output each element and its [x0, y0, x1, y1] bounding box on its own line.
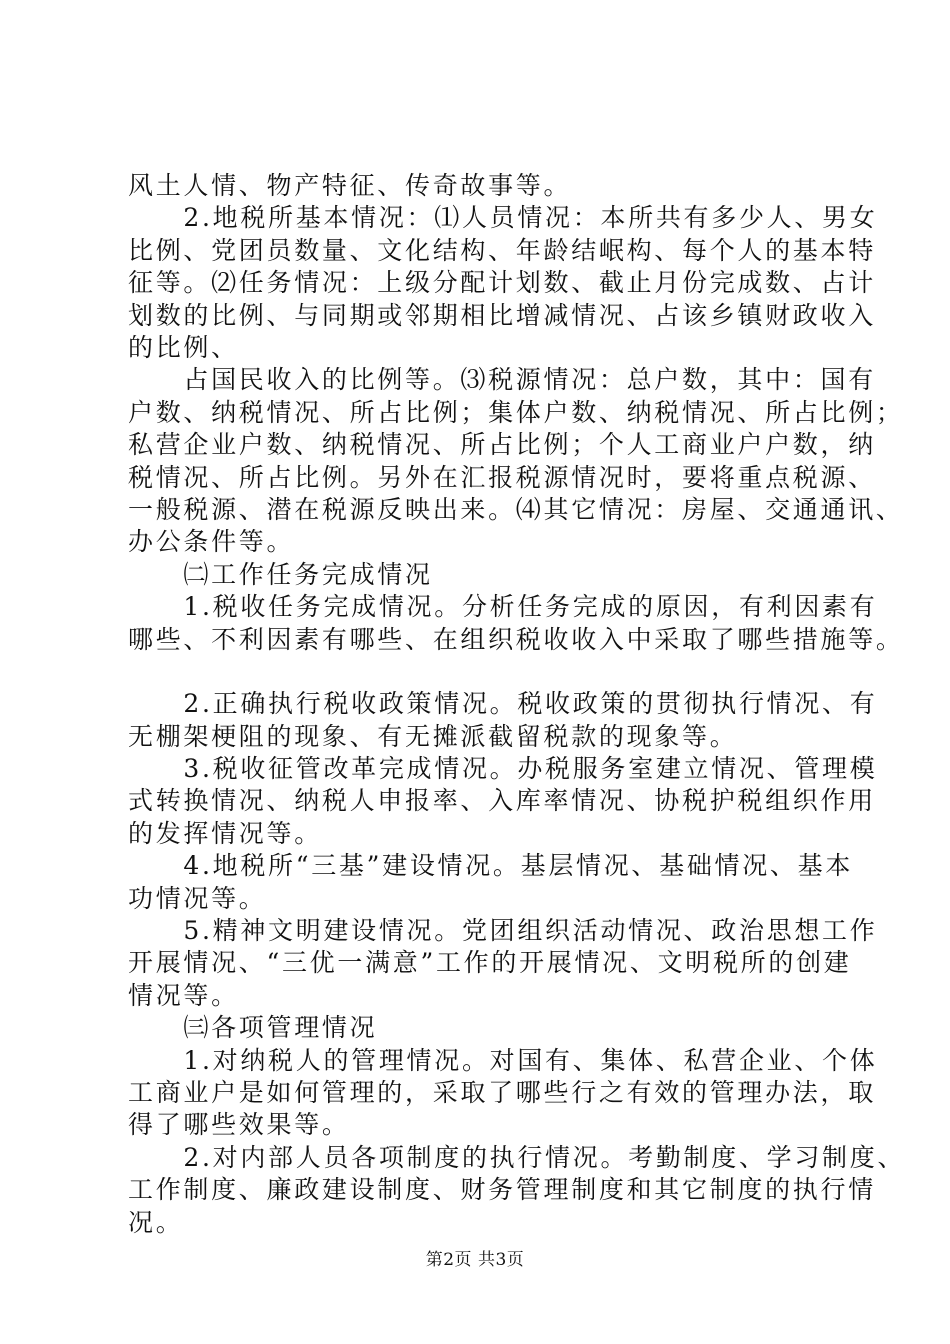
- text-line: 2.正确执行税收政策情况。税收政策的贯彻执行情况、有: [128, 689, 878, 719]
- text-line: 式转换情况、纳税人申报率、入库率情况、协税护税组织作用: [128, 786, 876, 816]
- document-body: [128, 170, 906, 1239]
- text-line: 况。: [128, 1207, 184, 1237]
- text-line: 风土人情、物产特征、传奇故事等。: [128, 171, 572, 200]
- text-line: 2.地税所基本情况：⑴人员情况：本所共有多少人、男女: [128, 203, 878, 233]
- text-line: 工作制度、廉政建设制度、财务管理制度和其它制度的执行情: [128, 1175, 876, 1205]
- text-line: 比例、党团员数量、文化结构、年龄结岷构、每个人的基本特: [128, 235, 876, 265]
- text-line: 无棚架梗阻的现象、有无摊派截留税款的现象等。: [128, 721, 738, 751]
- section-heading: ㈢各项管理情况: [128, 1013, 378, 1043]
- text-line: 的发挥情况等。: [128, 818, 322, 848]
- blank-line: [128, 656, 848, 688]
- text-line: 2.对内部人员各项制度的执行情况。考勤制度、学习制度、: [128, 1142, 906, 1172]
- text-line: 户数、纳税情况、所占比例；集体户数、纳税情况、所占比例；: [128, 397, 904, 427]
- page-footer: 第2页 共3页: [425, 1250, 525, 1270]
- text-line: 4.地税所“三基”建设情况。基层情况、基础情况、基本: [128, 851, 854, 881]
- text-line: 5.精神文明建设情况。党团组织活动情况、政治思想工作: [128, 915, 878, 945]
- text-line: 划数的比例、与同期或邻期相比增减情况、占该乡镇财政收入: [128, 300, 876, 330]
- text-line: 工商业户是如何管理的，采取了哪些行之有效的管理办法，取: [128, 1077, 876, 1107]
- text-line: 1.税收任务完成情况。分析任务完成的原因，有利因素有: [128, 592, 878, 622]
- text-line: 哪些、不利因素有哪些、在组织税收收入中采取了哪些措施等。: [128, 624, 904, 654]
- text-line: 情况等。: [128, 980, 239, 1010]
- text-line: 占国民收入的比例等。⑶税源情况：总户数，其中：国有: [128, 365, 876, 395]
- text-line: 1.对纳税人的管理情况。对国有、集体、私营企业、个体: [128, 1045, 878, 1075]
- text-line: 的比例、: [128, 333, 239, 363]
- text-line: 得了哪些效果等。: [128, 1110, 350, 1140]
- text-line: 功情况等。: [128, 883, 267, 913]
- text-line: 办公条件等。: [128, 527, 295, 557]
- text-line: 开展情况、“三优一满意”工作的开展情况、文明税所的创建: [128, 948, 852, 978]
- section-heading: ㈡工作任务完成情况: [128, 559, 433, 589]
- text-line: 税情况、所占比例。另外在汇报税源情况时，要将重点税源、: [128, 462, 876, 492]
- text-line: 一般税源、潜在税源反映出来。⑷其它情况：房屋、交通通讯、: [128, 495, 904, 525]
- text-line: 征等。⑵任务情况：上级分配计划数、截止月份完成数、占计: [128, 268, 876, 298]
- text-line: 私营企业户数、纳税情况、所占比例；个人工商业户户数，纳: [128, 430, 876, 460]
- text-line: 3.税收征管改革完成情况。办税服务室建立情况、管理模: [128, 753, 878, 783]
